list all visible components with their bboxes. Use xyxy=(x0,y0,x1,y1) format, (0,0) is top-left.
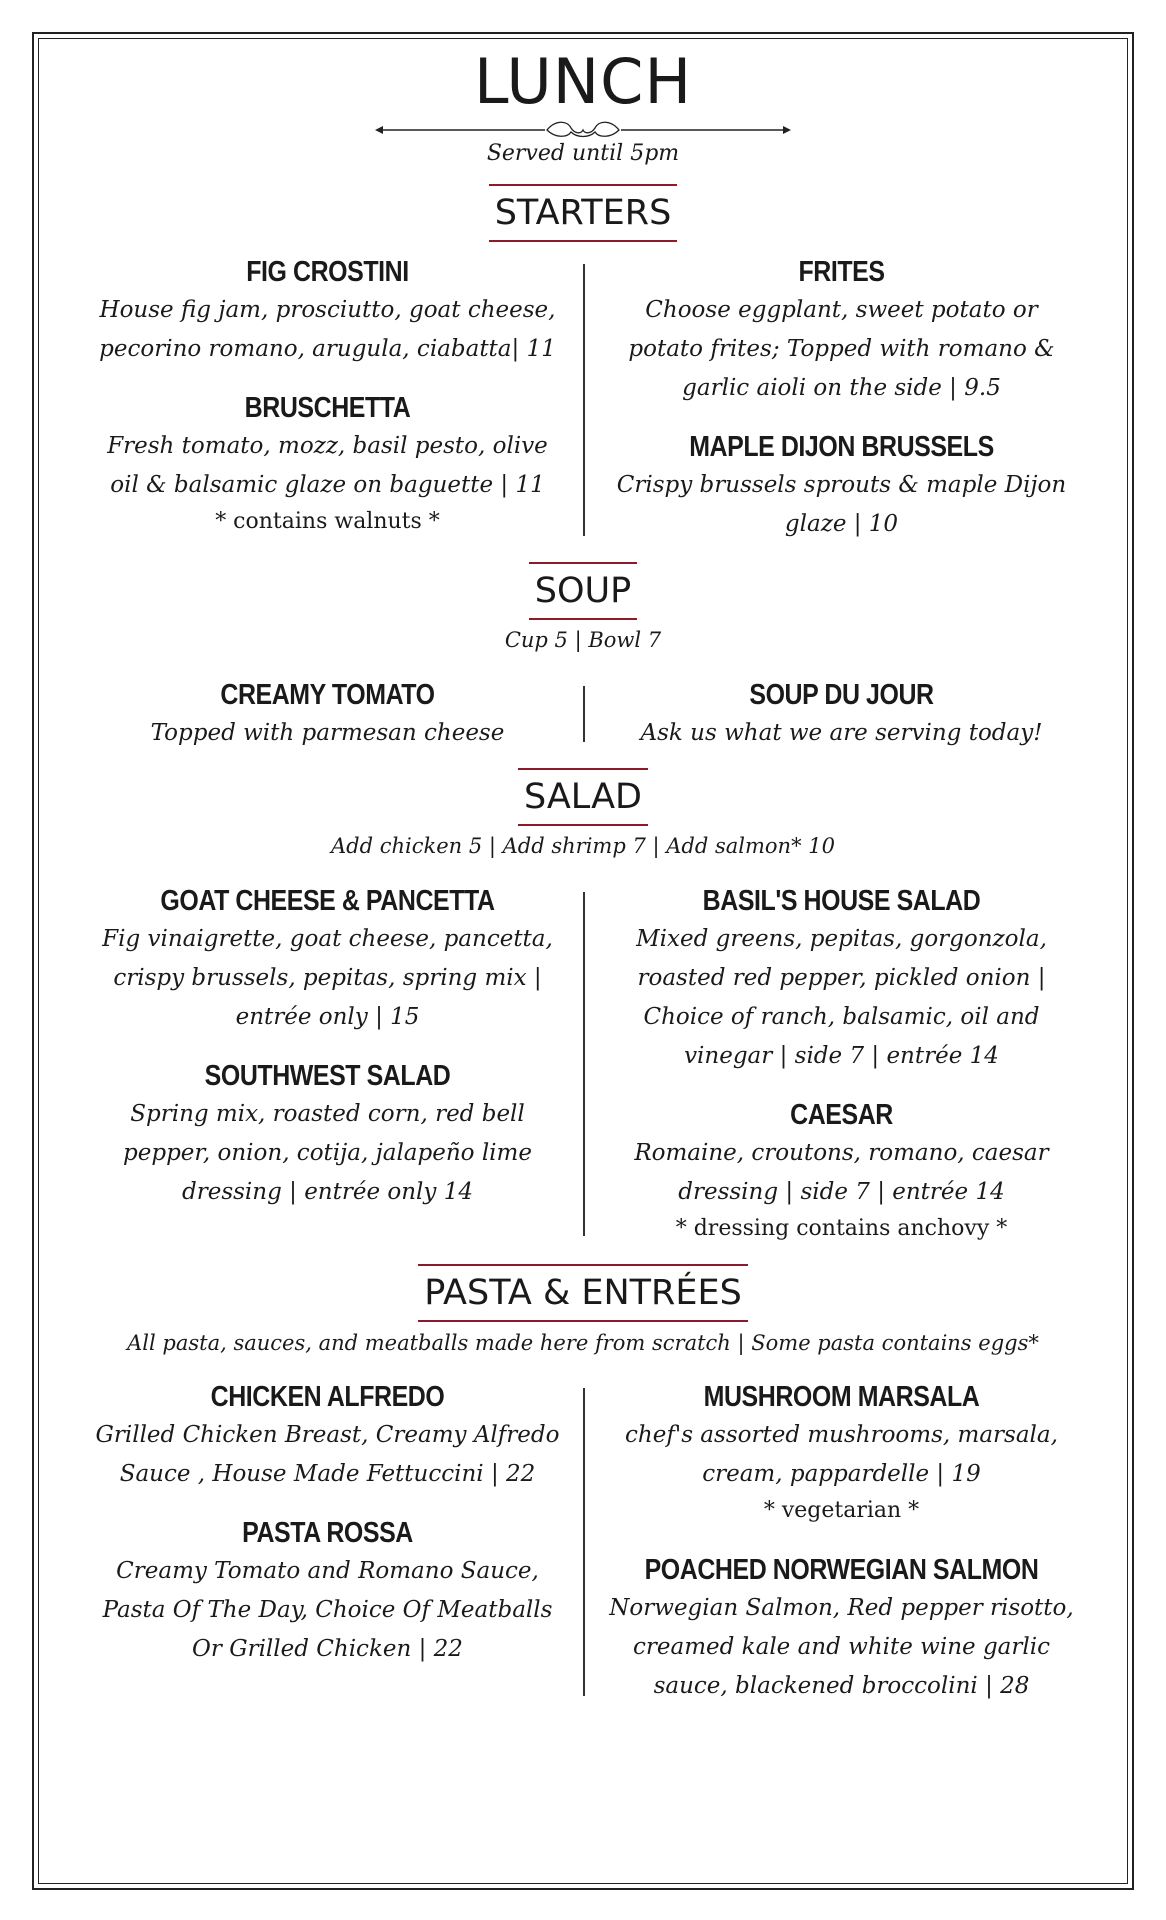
section-heading-salad: SALAD xyxy=(0,768,1166,826)
item-name: GOAT CHEESE & PANCETTA xyxy=(160,885,495,917)
item-note: * contains walnuts * xyxy=(215,509,440,534)
item-description: Grilled Chicken Breast, Creamy Alfredo Sauce , House Made Fettuccini | 22 xyxy=(95,1422,560,1487)
menu-item-caesar xyxy=(609,1096,1074,1246)
item-name: FRITES xyxy=(798,256,885,288)
item-note: * dressing contains anchovy * xyxy=(675,1216,1008,1241)
item-description: chef's assorted mushrooms, marsala, cream, pappardelle | 19 xyxy=(625,1422,1058,1487)
item-description: Fig vinaigrette, goat cheese, pancetta, crispy brussels, pepitas, spring mix | entrée only | 15 xyxy=(102,926,553,1030)
item-description: House fig jam, prosciutto, goat cheese, pecorino romano, arugula, ciabatta| 11 xyxy=(99,297,556,362)
menu-item-southwest-salad xyxy=(95,1057,560,1212)
item-name: MUSHROOM MARSALA xyxy=(703,1381,980,1413)
item-description: Topped with parmesan cheese xyxy=(150,720,505,746)
menu-item-frites xyxy=(609,253,1074,408)
item-name: SOUTHWEST SALAD xyxy=(204,1060,451,1092)
column-divider xyxy=(583,1388,585,1696)
item-description: Spring mix, roasted corn, red bell pepper, onion, cotija, jalapeño lime dressing | entrée only 14 xyxy=(123,1101,532,1205)
menu-item-basils-house-salad xyxy=(609,882,1074,1076)
item-description: Creamy Tomato and Romano Sauce, Pasta Of The Day, Choice Of Meatballs Or Grilled Chicken | 22 xyxy=(102,1558,553,1662)
menu-item-mushroom-marsala xyxy=(609,1378,1074,1528)
item-name: MAPLE DIJON BRUSSELS xyxy=(689,431,994,463)
item-note: * vegetarian * xyxy=(763,1498,920,1523)
served-until-text: Served until 5pm xyxy=(486,141,680,166)
menu-item-soup-du-jour xyxy=(609,676,1074,753)
item-description: Crispy brussels sprouts & maple Dijon glaze | 10 xyxy=(616,472,1067,537)
salad-addons-note: Add chicken 5 | Add shrimp 7 | Add salmon* 10 xyxy=(331,834,835,858)
item-description: Mixed greens, pepitas, gorgonzola, roasted red pepper, pickled onion | Choice of ranch, balsamic, oil and vinegar | side 7 | entrée 14 xyxy=(636,926,1047,1069)
menu-item-chicken-alfredo xyxy=(95,1378,560,1494)
column-divider xyxy=(583,892,585,1236)
item-name: SOUP DU JOUR xyxy=(749,679,934,711)
item-description: Norwegian Salmon, Red pepper risotto, creamed kale and white wine garlic sauce, blackened broccolini | 28 xyxy=(609,1595,1074,1699)
item-name: CAESAR xyxy=(790,1099,893,1131)
item-name: PASTA ROSSA xyxy=(242,1517,413,1549)
item-name: BASIL'S HOUSE SALAD xyxy=(702,885,981,917)
menu-item-maple-dijon-brussels xyxy=(609,428,1074,544)
soup-pricing-note: Cup 5 | Bowl 7 xyxy=(504,628,662,652)
item-name: FIG CROSTINI xyxy=(246,256,409,288)
menu-item-goat-cheese-pancetta xyxy=(95,882,560,1037)
menu-item-creamy-tomato xyxy=(95,676,560,753)
item-name: CHICKEN ALFREDO xyxy=(210,1381,445,1413)
item-description: Choose eggplant, sweet potato or potato frites; Topped with romano & garlic aioli on the side | 9.5 xyxy=(628,297,1055,401)
menu-item-bruschetta xyxy=(95,389,560,539)
section-heading-starters: STARTERS xyxy=(0,184,1166,242)
item-name: POACHED NORWEGIAN SALMON xyxy=(644,1554,1039,1586)
pasta-scratch-note: All pasta, sauces, and meatballs made here from scratch | Some pasta contains eggs* xyxy=(127,1331,1039,1355)
item-description: Fresh tomato, mozz, basil pesto, olive oil & balsamic glaze on baguette | 11 xyxy=(107,433,548,498)
item-name: CREAMY TOMATO xyxy=(220,679,435,711)
item-name: BRUSCHETTA xyxy=(244,392,411,424)
menu-item-fig-crostini xyxy=(95,253,560,369)
section-heading-pasta-entrees: PASTA & ENTRÉES xyxy=(0,1264,1166,1322)
section-heading-soup: SOUP xyxy=(0,562,1166,620)
column-divider xyxy=(583,264,585,536)
menu-item-poached-norwegian-salmon xyxy=(609,1551,1074,1706)
column-divider xyxy=(583,686,585,742)
menu-item-pasta-rossa xyxy=(95,1514,560,1669)
item-description: Romaine, croutons, romano, caesar dressing | side 7 | entrée 14 xyxy=(634,1140,1049,1205)
item-description: Ask us what we are serving today! xyxy=(640,720,1043,746)
menu-title: LUNCH xyxy=(473,45,693,118)
